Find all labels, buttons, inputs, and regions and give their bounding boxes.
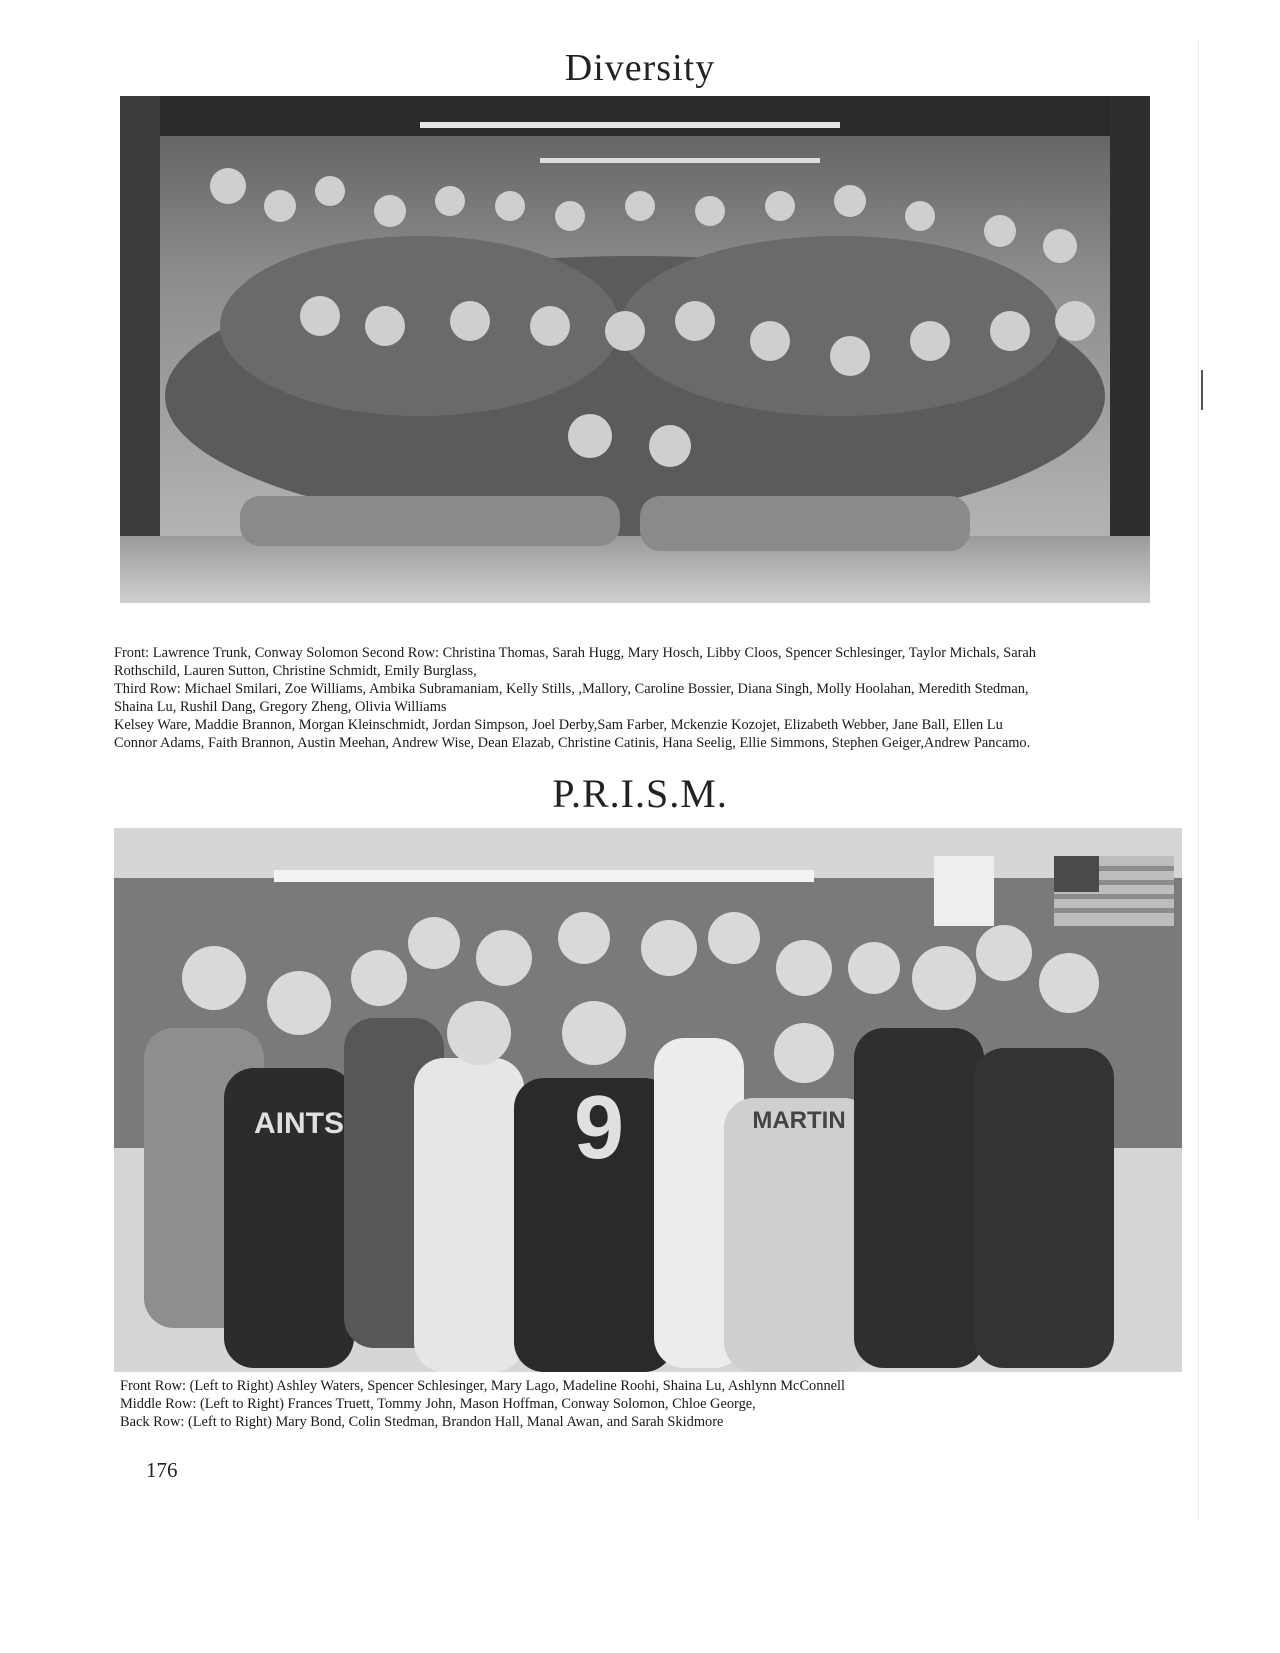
pillar-right [1110, 96, 1150, 603]
light-strip-1 [420, 122, 840, 128]
ceiling-light [274, 870, 814, 882]
diversity-caption-line: Front: Lawrence Trunk, Conway Solomon Second Row: Christina Thomas, Sarah Hugg, Mary Hosch, Libby Cloos, Spencer Schlesinger, Taylor Michals, Sarah [114, 645, 1036, 661]
brick-pillar-left [120, 96, 160, 603]
diversity-caption-line: Connor Adams, Faith Brannon, Austin Meehan, Andrew Wise, Dean Elazab, Christine Catinis, Hana Seelig, Ellie Simmons, Stephen Geiger,Andrew Pancamo. [114, 735, 1031, 751]
prism-caption-line: Middle Row: (Left to Right) Frances Truett, Tommy John, Mason Hoffman, Conway Solomon, Chloe George, [120, 1396, 756, 1412]
wall-poster [934, 856, 994, 926]
diversity-photo-graphic [120, 96, 1150, 603]
brick-ground [120, 536, 1150, 603]
reclining-students [240, 496, 970, 551]
sweatshirt-text: MARTIN [752, 1107, 846, 1134]
jersey-number: 9 [573, 1078, 625, 1178]
edge-mark [1201, 370, 1203, 410]
diversity-caption-line: Third Row: Michael Smilari, Zoe Williams, Ambika Subramaniam, Kelly Stills, ,Mallory, Caroline Bossier, Diana Singh, Molly Hoolahan, Meredith Stedman, [114, 681, 1029, 697]
shirt-text-left: AINTS [254, 1107, 344, 1140]
diversity-caption-line: Shaina Lu, Rushil Dang, Gregory Zheng, Olivia Williams [114, 699, 447, 715]
diversity-caption-line: Rothschild, Lauren Sutton, Christine Schmidt, Emily Burglass, [114, 663, 477, 679]
prism-photo-graphic [114, 828, 1182, 1372]
diversity-group-photo [120, 96, 1150, 603]
flag-canton [1054, 856, 1099, 892]
prism-group-photo [114, 828, 1182, 1372]
prism-caption [120, 1377, 1180, 1431]
diversity-caption [114, 644, 1184, 752]
prism-caption-line: Back Row: (Left to Right) Mary Bond, Colin Stedman, Brandon Hall, Manal Awan, and Sarah Skidmore [120, 1414, 724, 1430]
light-strip-2 [540, 158, 820, 163]
pergola-beam [160, 96, 1110, 136]
diversity-caption-line: Kelsey Ware, Maddie Brannon, Morgan Kleinschmidt, Jordan Simpson, Joel Derby,Sam Farber, Mckenzie Kozojet, Elizabeth Webber, Jane Ball, Ellen Lu [114, 717, 1003, 733]
prism-title: P.R.I.S.M. [552, 771, 728, 816]
diversity-title: Diversity [564, 47, 716, 89]
prism-caption-line: Front Row: (Left to Right) Ashley Waters, Spencer Schlesinger, Mary Lago, Madeline Roohi, Shaina Lu, Ashlynn McConnell [120, 1378, 846, 1394]
page-number: 176 [146, 1458, 178, 1482]
diversity-crowd [165, 236, 1105, 536]
